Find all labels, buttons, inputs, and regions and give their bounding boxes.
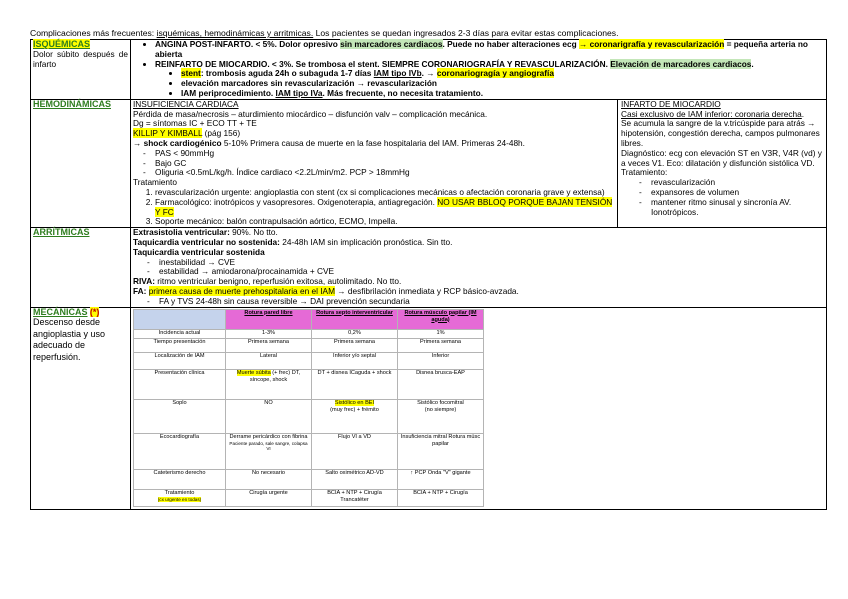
angina-text-2: . Puede no haber alteraciones ecg — [442, 39, 579, 49]
arr-tvs-list — [133, 258, 824, 278]
inner-cell-small: Paciente parado, sale sangre, colapsa VI — [229, 440, 308, 451]
shock-criteria — [133, 149, 614, 178]
inner-cell: Lateral — [226, 352, 312, 369]
arr-term: FA: — [133, 285, 147, 296]
ic-title: INSUFICIENCIA CARDIACA — [133, 98, 239, 109]
inner-cell — [226, 433, 312, 469]
angina-title: ANGINA POST-INFARTO. — [155, 39, 254, 49]
inner-row-label: Incidencia actual — [134, 329, 226, 338]
reinfarto-highlight-green: Elevación de marcadores cardiacos — [610, 58, 752, 69]
infarto-treatment-list — [621, 178, 826, 217]
label-cell-mecanicas — [31, 307, 131, 509]
content-cell-arritmicas — [131, 228, 827, 307]
inner-header-row — [134, 309, 484, 329]
inner-row-label: Cateterismo derecho — [134, 469, 226, 489]
inner-cell: Insuficiencia mitral Rotura músc papilar — [398, 433, 484, 469]
inner-row-label-small: (cx urgente en todas) — [157, 496, 202, 502]
stent-text: : trombosis aguda 24h o subaguda 1-7 días — [200, 68, 374, 79]
label-cell-isquemicas — [31, 40, 131, 100]
inner-cell: Inferior y/o septal — [312, 352, 398, 369]
arr-text: 24-48h IAM sin implicación pronóstica. Sin tto. — [279, 236, 453, 247]
label-cell-hemodinamicas — [31, 99, 131, 227]
intro-text: Complicaciones más frecuentes: — [30, 28, 157, 38]
inner-cell: 1-3% — [226, 329, 312, 338]
inner-cell — [226, 369, 312, 399]
treatment-item — [155, 198, 614, 218]
intro-line — [30, 28, 827, 39]
section-title-hemodinamicas: HEMODINÁMICAS — [33, 98, 111, 109]
arr-fa-list — [133, 297, 824, 307]
inner-row — [134, 352, 484, 369]
inner-cell: Salto oximétrico AD-VD — [312, 469, 398, 489]
arr-text: ritmo ventricular benigno, reperfusión exitosa, autolimitado. No tto. — [154, 276, 402, 287]
complications-table — [30, 39, 827, 510]
treatment-item: 1. revascularización urgente: angioplastia con stent (cx si complicaciones mecánicas o afectación coronaria grave y extensa) — [155, 188, 614, 198]
muerte-subita-highlight: Muerte súbita — [236, 369, 271, 376]
inner-cell: ↑ PCP Onda "V" gigante — [398, 469, 484, 489]
killip-highlight: KILLIP Y KIMBALL — [133, 128, 203, 139]
inner-row — [134, 489, 484, 506]
stent-highlight-2: coronariogragía y angiografía — [436, 68, 554, 79]
periproc-text-2: . Más frecuente, no necesita tratamiento. — [322, 87, 483, 98]
inner-cell-text: Derrame pericárdico con fibrina — [229, 433, 308, 440]
inner-row-label: Localización de IAM — [134, 352, 226, 369]
intro-underlined: isquémicas, hemodinámicas y arritmicas. — [156, 28, 314, 38]
inner-row-label: Tiempo presentación — [134, 338, 226, 352]
section-desc-mecanicas: Descenso desde angioplastia y uso adecuado de reperfusión. — [33, 317, 106, 362]
inner-cell: Cirugía urgente — [226, 489, 312, 506]
infarto-treatment-item: - revascularización — [651, 178, 826, 188]
arr-tvs-item: - inestabilidad → CVE — [159, 258, 824, 268]
reinfarto-text: < 3%. Se trombosa el stent. SIEMPRE CORONARIOGRAFÍA Y REVASCULARIZACIÓN. — [269, 58, 611, 69]
inner-cell: No necesario — [226, 469, 312, 489]
arr-highlight: primera causa de muerte prehospitalaria en el IAM — [148, 285, 335, 296]
infarto-subtitle-text: Casi exclusivo de IAM inferior: coronaria derecha — [621, 108, 802, 119]
infarto-subtitle-end: . — [801, 108, 805, 119]
arr-term: Extrasistolia ventricular: — [133, 227, 230, 238]
content-cell-hemodinamicas — [131, 99, 827, 227]
label-cell-arritmicas — [31, 228, 131, 307]
infarto-line-1: Se acumula la sangre de la v.tricúspide para atrás → hipotensión, congestión derecha, campos pulmonares libres. — [621, 118, 820, 148]
inner-cell-text: Sistólico focomitral — [417, 399, 464, 406]
shock-arrow: → — [133, 137, 144, 148]
section-title-mecanicas: MECÁNICAS — [33, 306, 88, 317]
arr-term: Taquicardia ventricular no sostenida: — [133, 236, 280, 247]
inner-cell: Flujo VI a VD — [312, 433, 398, 469]
treatment-text: Farmacológico: inotrópicos y vasopresores. Oxigenoterapia, antiagregación. — [155, 196, 438, 207]
ic-line-2: Dg = síntomas IC + ECO TT + TE — [133, 118, 257, 129]
arr-tvs-item: - estabilidad → amiodarona/procainamida + CVE — [159, 267, 824, 277]
infarto-title: INFARTO DE MIOCARDIO — [621, 98, 721, 109]
inner-cell: BCIA + NTP + Cirugía Trancatéter — [312, 489, 398, 506]
inner-cell: Disnea brusca-EAP — [398, 369, 484, 399]
inner-cell: Primera semana — [226, 338, 312, 352]
inner-row — [134, 369, 484, 399]
treatment-item: 3. Soporte mecánico: balón contrapulsación aórtico, ECMO, Impella. — [155, 217, 614, 227]
infarto-treatment-item: - mantener ritmo sinusal y sincronía AV. Ionotrópicos. — [651, 198, 826, 218]
angina-text: < 5%. Dolor opresivo — [253, 39, 341, 49]
inner-cell-text: (muy frec) + frémito — [330, 406, 379, 413]
inner-row-label: Soplo — [134, 399, 226, 433]
section-title-mecanicas-wrap — [33, 308, 128, 318]
arr-text-2: → desfibrilación inmediata y RCP básico-avzada. — [335, 285, 519, 296]
row-isquemicas — [31, 40, 827, 100]
treatment-heading: Tratamiento — [133, 177, 177, 188]
inner-cell: 0,2% — [312, 329, 398, 338]
ic-column — [131, 100, 618, 227]
inner-cell: BCIA + NTP + Cirugía — [398, 489, 484, 506]
shock-criterion: - Oliguria <0.5mL/kg/h. Índice cardiaco <2.2L/min/m2. PCP > 18mmHg — [155, 168, 614, 178]
section-desc-isquemicas: Dolor súbito después de infarto — [33, 48, 128, 69]
inner-header: Rotura pared libre — [226, 309, 312, 329]
shock-criterion: - PAS < 90mmHg — [155, 149, 614, 159]
stent-text-2: . → — [421, 68, 437, 79]
inner-header: Rotura músculo papilar (IM aguda) — [398, 309, 484, 329]
inner-row — [134, 399, 484, 433]
periproc-text: IAM periprocedimiento. — [181, 87, 276, 98]
reinfarto-text-end: . — [751, 58, 754, 69]
inner-cell: Primera semana — [398, 338, 484, 352]
shock-title: shock cardiogénico — [143, 137, 222, 148]
inner-cell: Primera semana — [312, 338, 398, 352]
inner-row-label — [134, 489, 226, 506]
inner-row-label-text: Tratamiento — [164, 489, 195, 496]
infarto-treatment-item: - expansores de volumen — [651, 188, 826, 198]
section-title-isquemicas: ISQUÉMICAS — [33, 39, 91, 49]
angina-item — [155, 40, 824, 60]
periproc-item — [181, 89, 824, 99]
inner-cell-text: (no siempre) — [424, 406, 457, 413]
inner-row — [134, 433, 484, 469]
inner-row — [134, 338, 484, 352]
inner-cell-text: (+ frec) DT, síncope, shock — [249, 369, 301, 383]
soplo-highlight: Sistólico en BEI — [334, 399, 375, 406]
reinfarto-item — [155, 60, 824, 99]
shock-criterion: - Bajo GC — [155, 159, 614, 169]
content-cell-mecanicas — [131, 307, 827, 509]
shock-text: 5-10% Primera causa de muerte en la fase hospitalaria del IAM. Primeras 24-48h. — [221, 137, 525, 148]
document-page — [30, 28, 827, 510]
inner-cell: NO — [226, 399, 312, 433]
angina-text-3: = pequeña arteria no abierta — [155, 39, 808, 59]
inner-row — [134, 469, 484, 489]
inner-cell: DT + disnea ICaguda + shock — [312, 369, 398, 399]
elevacion-item: • elevación marcadores sin revascularización → revascularización — [181, 79, 824, 89]
row-hemodinamicas — [31, 99, 827, 227]
treatment-list — [133, 188, 614, 227]
arr-fa-item: - FA y TVS 24-48h sin causa reversible → DAI prevención secundaria — [159, 297, 824, 307]
infarto-treatment-heading: Tratamiento: — [621, 167, 668, 178]
mecanicas-star: (*) — [89, 306, 100, 317]
stent-iam-type: IAM tipo IVb — [373, 68, 422, 79]
infarto-vd-column — [618, 100, 826, 227]
ic-line-1: Pérdida de masa/necrosis – aturdimiento miocárdico – disfunción valv – complicación mecánica. — [133, 108, 488, 119]
inner-row — [134, 329, 484, 338]
arr-line-3: Taquicardia ventricular sostenida — [133, 246, 265, 257]
row-arritmicas — [31, 228, 827, 307]
mechanical-complications-table — [133, 309, 484, 507]
inner-row-label: Ecocardiografía — [134, 433, 226, 469]
arr-text: 90%. No tto. — [229, 227, 278, 238]
section-title-arritmicas: ARRÍTMICAS — [33, 227, 90, 238]
angina-highlight-green: sin marcadores cardiacos — [340, 39, 443, 49]
arr-term: RIVA: — [133, 276, 155, 287]
killip-text: (pág 156) — [202, 128, 241, 139]
infarto-line-2: Diagnóstico: ecg con elevación ST en V3R, V4R (vd) y a veces V1. Eco: dilatación y disfunción sistólica VD. — [621, 147, 822, 168]
inner-row-label: Presentación clínica — [134, 369, 226, 399]
intro-text-end: Los pacientes se quedan ingresados 2-3 días para evitar estas complicaciones. — [313, 28, 619, 38]
stent-highlight: stent — [181, 68, 201, 79]
angina-highlight-yellow: → coronarigrafía y revascularización — [579, 39, 725, 49]
inner-header: Rotura septo interventricular — [312, 309, 398, 329]
content-cell-isquemicas — [131, 40, 827, 100]
periproc-iam-type: IAM tipo IVa — [275, 87, 323, 98]
inner-corner — [134, 309, 226, 329]
inner-cell — [312, 399, 398, 433]
reinfarto-title: REINFARTO DE MIOCARDIO. — [155, 58, 270, 69]
treatment-highlight: NO USAR BBLOQ PORQUE BAJAN TENSIÓN Y FC — [155, 196, 613, 217]
row-mecanicas — [31, 307, 827, 509]
inner-cell — [398, 399, 484, 433]
inner-cell: 1% — [398, 329, 484, 338]
inner-cell: Inferior — [398, 352, 484, 369]
